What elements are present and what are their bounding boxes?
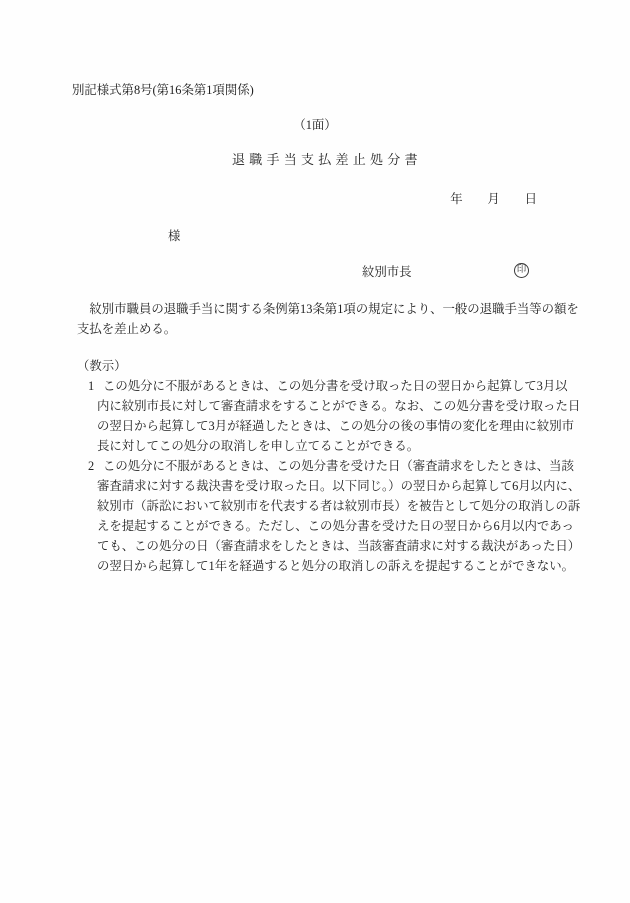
- item-number: 2: [88, 459, 95, 473]
- page-face-label: （1面）: [293, 118, 337, 132]
- item-line: 長に対してこの処分の取消しを申し立てることができる。: [97, 439, 420, 453]
- item-line: 紋別市（訴訟において紋別市を代表する者は紋別市長）を被告として処分の取消しの訴: [97, 499, 581, 513]
- notice-heading: （教示）: [77, 359, 127, 373]
- body-paragraph: [77, 299, 577, 339]
- document-title: 退 職 手 当 支 払 差 止 処 分 書: [231, 152, 418, 167]
- addressee-suffix: 様: [168, 229, 181, 243]
- body-line: 紋別市職員の退職手当に関する条例第13条第1項の規定により、一般の退職手当等の額を: [77, 302, 579, 316]
- addressee-line: [168, 226, 180, 246]
- notice-section: [77, 356, 587, 576]
- notice-item-1: [88, 376, 587, 456]
- item-line: の翌日から起算して1年を経過すると処分の取消しの訴えを提起することができない。: [97, 559, 575, 573]
- item-line: ても、この処分の日（審査請求をしたときは、当該審査請求に対する裁決があった日）: [97, 539, 581, 553]
- item-line: 内に紋別市長に対して審査請求をすることができる。なお、この処分書を受け取った日: [97, 399, 581, 413]
- issuer-title: 紋別市長: [362, 265, 412, 279]
- seal-icon: [514, 263, 529, 278]
- item-line: の翌日から起算して3月が経過したときは、この処分の後の事情の変化を理由に紋別市: [97, 419, 575, 433]
- date-line: 年 月 日: [450, 192, 537, 206]
- body-line: 支払を差止める。: [77, 322, 177, 336]
- item-line: [88, 376, 587, 396]
- item-line: えを提起することができる。ただし、この処分書を受けた日の翌日から6月以内であっ: [97, 519, 574, 533]
- notice-item-2: [88, 456, 587, 576]
- item-line-text: この処分に不服があるときは、この処分書を受け取った日の翌日から起算して3月以: [103, 379, 568, 393]
- item-line: [88, 456, 587, 476]
- item-number: 1: [88, 379, 95, 393]
- seal-mark: 印: [516, 264, 527, 275]
- item-line: 審査請求に対する裁決書を受け取った日。以下同じ。）の翌日から起算して6月以内に、: [97, 479, 581, 493]
- issuer-line: [0, 262, 630, 282]
- item-line-text: この処分に不服があるときは、この処分書を受けた日（審査請求をしたときは、当該: [103, 459, 574, 473]
- form-number: 別記様式第8号(第16条第1項関係): [72, 83, 254, 97]
